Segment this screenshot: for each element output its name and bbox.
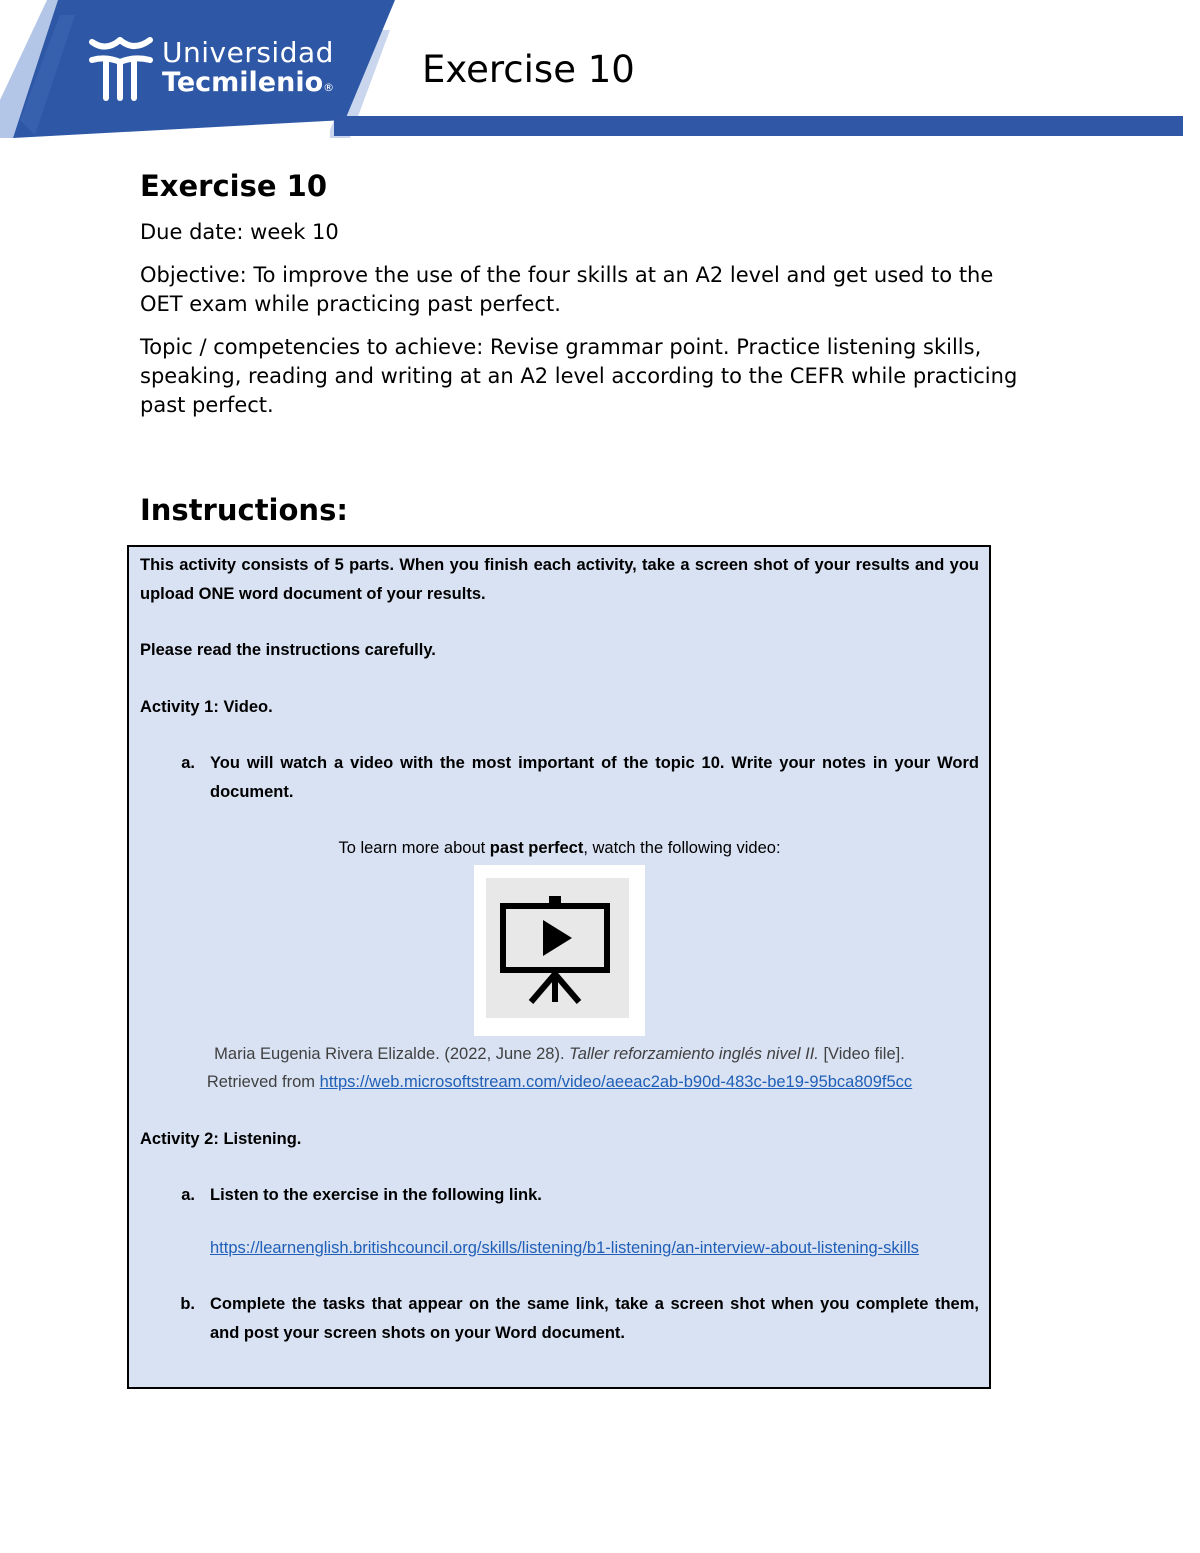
activity1-item-a [140,749,979,806]
list-marker: b. [180,1295,195,1313]
activity2-item-a [140,1181,979,1210]
video-citation [140,1040,979,1097]
due-date: Due date: week 10 [140,220,339,244]
logo-tecmilenio-text: Tecmilenio [162,67,324,98]
video-icon-tile[interactable] [486,878,629,1018]
registered-mark: ® [323,81,335,94]
topic-competencies: Topic / competencies to achieve: Revise grammar point. Practice listening skills, speaking, reading and writing at an A2 level according to the CEFR while practicing past perfect. [140,335,1018,417]
activity1-item-a-text: You will watch a video with the most important of the topic 10. Write your notes in your Word document. [210,754,979,801]
list-marker: a. [181,754,195,772]
activity2-link-row [140,1234,979,1263]
logo-universidad: Universidad [162,36,334,69]
exercise-intro [140,166,1040,420]
logo-tecmilenio [162,68,334,103]
activity2-item-b [140,1290,979,1347]
activity2-title: Activity 2: Listening. [140,1129,302,1148]
list-marker: a. [181,1186,195,1204]
presentation-play-icon [500,894,616,1006]
page-header [0,0,1200,150]
learn-more-prefix: To learn more about [338,839,490,857]
university-logo [162,38,334,103]
citation-title: Taller reforzamiento inglés nivel II. [569,1044,819,1063]
activity-intro: This activity consists of 5 parts. When you finish each activity, take a screen shot of your results and you upload ONE word document of your results. [140,556,979,603]
listening-link[interactable]: https://learnenglish.britishcouncil.org/skills/listening/b1-listening/an-interview-about-listening-skills [210,1238,919,1257]
citation-type: [Video file]. [818,1044,905,1063]
learn-more-topic: past perfect [489,839,584,857]
activity1-title: Activity 1: Video. [140,697,273,716]
activity2-item-a-text: Listen to the exercise in the following link. [210,1186,542,1204]
learn-more-suffix: , watch the following video: [583,839,781,857]
objective: Objective: To improve the use of the four skills at an A2 level and get used to the OET exam while practicing past perfect. [140,263,994,316]
retrieved-from: Retrieved from [206,1073,320,1091]
header-title: Exercise 10 [422,48,635,91]
video-thumbnail[interactable] [474,865,645,1036]
instructions-box [127,545,991,1389]
read-carefully-note: Please read the instructions carefully. [140,641,436,659]
learn-more-line [140,834,979,863]
instructions-heading: Instructions: [140,493,348,527]
citation-author: Maria Eugenia Rivera Elizalde. (2022, June 28). [214,1044,570,1063]
activity2-item-b-text: Complete the tasks that appear on the same link, take a screen shot when you complete them, and post your screen shots on your Word document. [210,1295,979,1342]
header-underline-bar [334,116,1183,136]
video-link[interactable]: https://web.microsoftstream.com/video/aeeac2ab-b90d-483c-be19-95bca809f5cc [319,1073,913,1091]
exercise-heading: Exercise 10 [140,169,327,203]
